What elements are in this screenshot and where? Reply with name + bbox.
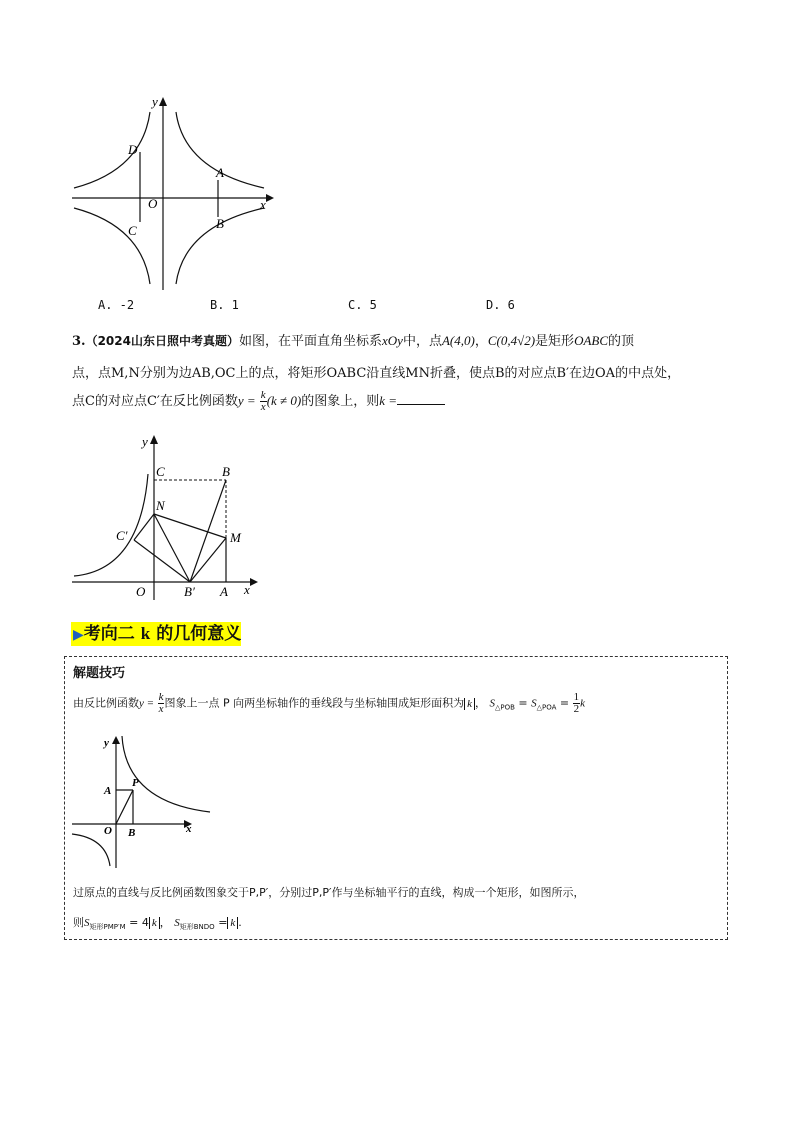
label-C: C: [128, 223, 137, 238]
segment-C-prime-B-prime: [134, 540, 190, 582]
hyperbola-figure-3: [66, 732, 216, 872]
tips-abs-k: k: [464, 698, 475, 710]
q3-point-c: C(0,4√2): [487, 333, 536, 348]
hyperbola-branch-right: [122, 736, 210, 812]
q3-text-3a: 点C的对应点C′在反比例函数: [72, 394, 238, 409]
label-A: A: [220, 584, 228, 599]
label-x: x: [186, 823, 192, 835]
section-title-k: k: [135, 622, 156, 646]
q3-text-3b: 的图象上，则: [301, 394, 380, 409]
label-B-prime: B′: [184, 584, 195, 599]
q3-text-1b: 中，点: [402, 334, 442, 349]
option-d[interactable]: D. 6: [486, 298, 515, 312]
tips-fraction-half: $\frac{1}{2}$: [573, 691, 580, 715]
q3-point-a: A(4,0): [441, 333, 475, 348]
y-axis-arrow: [112, 736, 120, 744]
tips-text-1b: 图象上一点 P 向两坐标轴作的垂线段与坐标轴围成矩形面积为: [164, 696, 465, 710]
label-C-prime: C′: [116, 528, 128, 543]
q3-func-cond: (k ≠ 0): [266, 393, 302, 408]
label-x: x: [260, 197, 266, 212]
section-title-b: 的几何意义: [156, 624, 242, 644]
label-x: x: [244, 582, 250, 597]
tips-s1: S: [489, 697, 495, 710]
section-heading: [71, 622, 241, 646]
hyperbola-branch-lower-left: [74, 208, 150, 284]
q3-text-1d: 的顶: [608, 334, 635, 349]
tips-eq2: =: [559, 696, 570, 710]
y-axis-arrow: [159, 97, 167, 106]
question-3-line-2: 点，点M,N分别为边AB,OC上的点，将矩形OABC沿直线MN折叠，使点B的对应点B′在边OA的中点处，: [72, 366, 681, 381]
answer-blank[interactable]: [397, 392, 445, 405]
tips-line-2: 过原点的直线与反比例函数图象交于P,P′，分别过P,P′作与坐标轴平行的直线，构成一个矩形，如图所示，: [73, 886, 585, 899]
q3-k-eq: k =: [379, 393, 398, 408]
hyperbola-branch: [74, 474, 148, 576]
label-D: D: [128, 142, 138, 157]
q3-fraction: $\frac{k}{x}$: [260, 389, 266, 413]
tips-s3: S: [84, 917, 90, 929]
segment-OP: [116, 790, 133, 824]
fold-rectangle-figure: [66, 430, 266, 602]
q3-xoy: xOy: [382, 333, 403, 348]
label-y: y: [104, 737, 109, 749]
triangle-marker-icon: ▶: [73, 627, 84, 643]
tips-text-3b: ，: [159, 916, 171, 929]
option-b[interactable]: B. 1: [210, 298, 239, 312]
tips-s3-sub: 矩形PMP′M: [89, 923, 126, 932]
label-P: P: [132, 777, 139, 789]
tips-s4: S: [174, 917, 180, 929]
q3-rect: OABC: [574, 333, 609, 348]
tips-func: y =: [139, 697, 155, 710]
tips-abs-k-2: k: [149, 917, 160, 929]
tips-eq: =: [518, 696, 528, 710]
question-3-line-3: [72, 390, 445, 413]
q3-comma: ，: [474, 334, 488, 349]
tips-line-3: [73, 914, 242, 932]
tips-text-3a: 则: [73, 916, 84, 929]
tips-text-1a: 由反比例函数: [73, 696, 139, 710]
label-M: M: [230, 530, 241, 545]
question-source: （2024山东日照中考真题）: [85, 334, 239, 348]
label-A: A: [216, 165, 224, 180]
label-y: y: [142, 434, 148, 449]
y-axis-arrow: [150, 435, 158, 444]
hyperbola-branch-upper-left: [74, 112, 150, 188]
tips-s2: S: [531, 697, 537, 710]
tips-end: .: [238, 916, 242, 929]
question-number: 3.: [72, 334, 86, 349]
tips-eq3: = 4: [129, 916, 149, 929]
label-B: B: [128, 827, 136, 839]
section-title-a: 考向二: [83, 624, 135, 644]
tips-s4-sub: 矩形BNDO: [179, 923, 215, 932]
x-axis-arrow: [250, 578, 258, 586]
hyperbola-branch-left: [72, 834, 110, 866]
label-N: N: [156, 498, 165, 513]
hyperbola-figure-1: [66, 90, 281, 295]
label-B: B: [216, 216, 224, 231]
option-a[interactable]: A. -2: [98, 298, 135, 312]
segment-B-B-prime: [190, 480, 226, 582]
x-axis-arrow: [266, 194, 274, 202]
q3-text-1a: 如图，在平面直角坐标系: [238, 334, 382, 349]
label-O: O: [104, 825, 112, 837]
label-y: y: [152, 94, 158, 109]
label-C: C: [156, 464, 165, 479]
tips-half-k: k: [580, 697, 585, 710]
q3-func-lhs: y =: [237, 393, 256, 408]
tips-line-1: [73, 692, 585, 715]
label-B: B: [222, 464, 230, 479]
question-3-line-1: [72, 330, 634, 349]
option-c[interactable]: C. 5: [348, 298, 377, 312]
tips-title: 解题技巧: [73, 666, 126, 681]
tips-eq4: =: [218, 916, 228, 929]
label-O: O: [136, 584, 146, 599]
tips-s1-sub: △POB: [494, 703, 515, 712]
tips-abs-k-3: k: [227, 917, 238, 929]
label-A: A: [104, 785, 112, 797]
label-origin: O: [148, 196, 158, 211]
tips-s2-sub: △POA: [536, 703, 557, 712]
tips-fraction-kx: $\frac{k}{x}$: [158, 691, 164, 715]
segment-B-prime-M: [190, 538, 226, 582]
tips-text-1c: ，: [474, 696, 486, 710]
q3-text-1c: 是矩形: [535, 334, 575, 349]
